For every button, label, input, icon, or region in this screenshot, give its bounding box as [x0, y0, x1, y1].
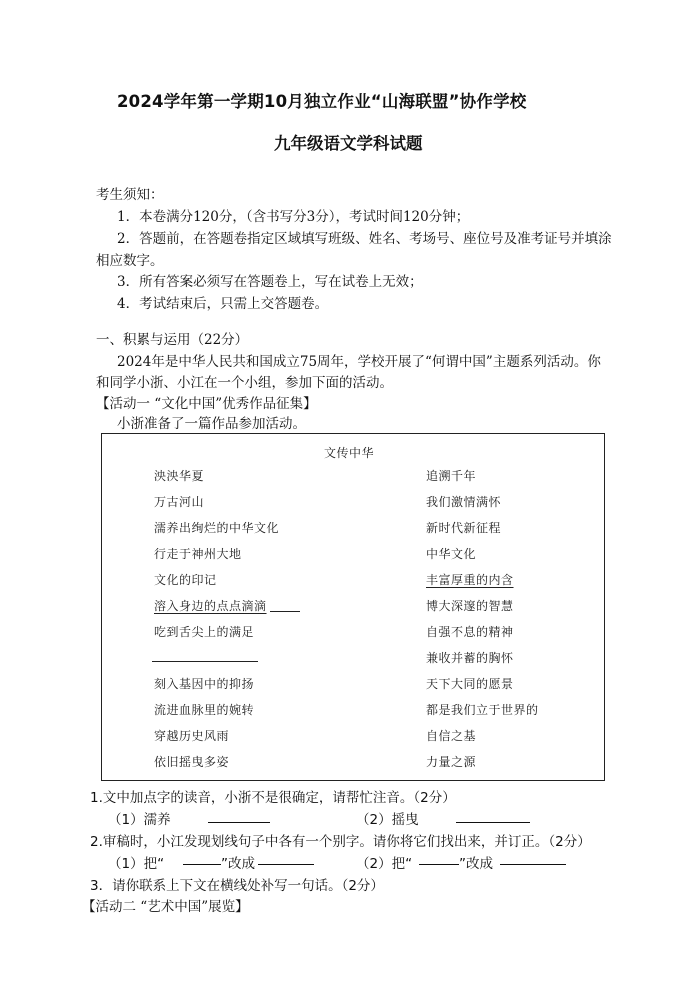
poem-left-line: 濡养出绚烂的中华文化 — [154, 521, 280, 535]
poem-left-line: 流进血脉里的婉转 — [154, 703, 255, 717]
poem-left-line: 万古河山 — [154, 495, 205, 509]
question-1-item-b: （2）摇曳 — [356, 812, 419, 828]
poem-right-line: 新时代新征程 — [426, 521, 502, 535]
section-heading: 一、积累与运用（22分） — [96, 332, 249, 348]
poem-left-line: 依旧摇曳多姿 — [154, 755, 230, 769]
poem-right-line: 力量之源 — [426, 755, 477, 769]
exam-subtitle: 九年级语文学科试题 — [274, 134, 423, 153]
activity-1-desc: 小浙准备了一篇作品参加活动。 — [117, 416, 306, 432]
answer-line-1a[interactable] — [208, 822, 270, 823]
answer-line-2b-correct[interactable] — [500, 864, 566, 865]
poem-right-line: 博大深邃的智慧 — [426, 599, 514, 613]
question-2: 2.审稿时，小江发现划线句子中各有一个别字。请你将它们找出来，并订正。（2分） — [90, 834, 591, 850]
poem-right-underlined-line: 丰富厚重的内含 — [426, 573, 514, 587]
poem-right-line: 自强不息的精神 — [426, 625, 514, 639]
answer-line-2a-correct[interactable] — [258, 864, 314, 865]
poem-left-line: 泱泱华夏 — [154, 469, 205, 483]
poem-right-line: 都是我们立于世界的 — [426, 703, 539, 717]
notice-item-1: 1．本卷满分120分，（含书写分3分），考试时间120分钟； — [117, 209, 470, 225]
poem-left-line: 刻入基因中的抑扬 — [154, 677, 255, 691]
question-1-item-a: （1）濡养 — [108, 812, 171, 828]
notice-item-4: 4．考试结束后，只需上交答题卷。 — [117, 296, 329, 312]
question-3: 3．请你联系上下文在横线处补写一句话。（2分） — [90, 878, 384, 894]
answer-line-2a-wrong[interactable] — [183, 864, 221, 865]
notice-item-2a: 2．答题前，在答题卷指定区域填写班级、姓名、考场号、座位号及准考证号并填涂 — [117, 231, 612, 247]
answer-line-2b-wrong[interactable] — [419, 864, 459, 865]
activity-1-heading: 【活动一 “文化中国”优秀作品征集】 — [96, 396, 317, 412]
poem-right-line: 兼收并蓄的胸怀 — [426, 651, 514, 665]
fill-blank-line[interactable] — [152, 661, 258, 662]
notice-heading: 考生须知： — [96, 187, 164, 203]
question-2-item-a-suffix: ”改成 — [221, 856, 255, 872]
poem-right-line: 中华文化 — [426, 547, 477, 561]
poem-left-line: 文化的印记 — [154, 573, 217, 587]
question-1: 1.文中加点字的读音，小浙不是很确定，请帮忙注音。（2分） — [90, 790, 456, 806]
underline-extension — [270, 611, 300, 612]
poem-right-line: 自信之基 — [426, 729, 477, 743]
answer-line-1b[interactable] — [456, 822, 530, 823]
poem-right-line: 追溯千年 — [426, 469, 477, 483]
poem-left-underlined-line: 溶入身边的点点滴滴 — [154, 599, 267, 613]
poem-left-line: 吃到舌尖上的满足 — [154, 625, 255, 639]
notice-item-2b: 相应数字。 — [96, 253, 164, 269]
activity-2-heading: 【活动二 “艺术中国”展览】 — [82, 899, 249, 915]
notice-item-3: 3．所有答案必须写在答题卷上，写在试卷上无效； — [117, 274, 423, 290]
exam-title: 2024学年第一学期10月独立作业“山海联盟”协作学校 — [117, 92, 527, 111]
section-intro-b: 和同学小浙、小江在一个小组，参加下面的活动。 — [96, 375, 393, 391]
question-2-item-a-prefix: （1）把“ — [108, 856, 165, 872]
poem-left-line: 穿越历史风雨 — [154, 729, 230, 743]
question-2-item-b-suffix: ”改成 — [459, 856, 493, 872]
section-intro-a: 2024年是中华人民共和国成立75周年，学校开展了“何谓中国”主题系列活动。你 — [117, 354, 601, 370]
poem-right-line: 我们激情满怀 — [426, 495, 502, 509]
question-2-item-b-prefix: （2）把“ — [356, 856, 413, 872]
poem-title: 文传中华 — [324, 446, 375, 460]
poem-right-line: 天下大同的愿景 — [426, 677, 514, 691]
poem-left-line: 行走于神州大地 — [154, 547, 242, 561]
